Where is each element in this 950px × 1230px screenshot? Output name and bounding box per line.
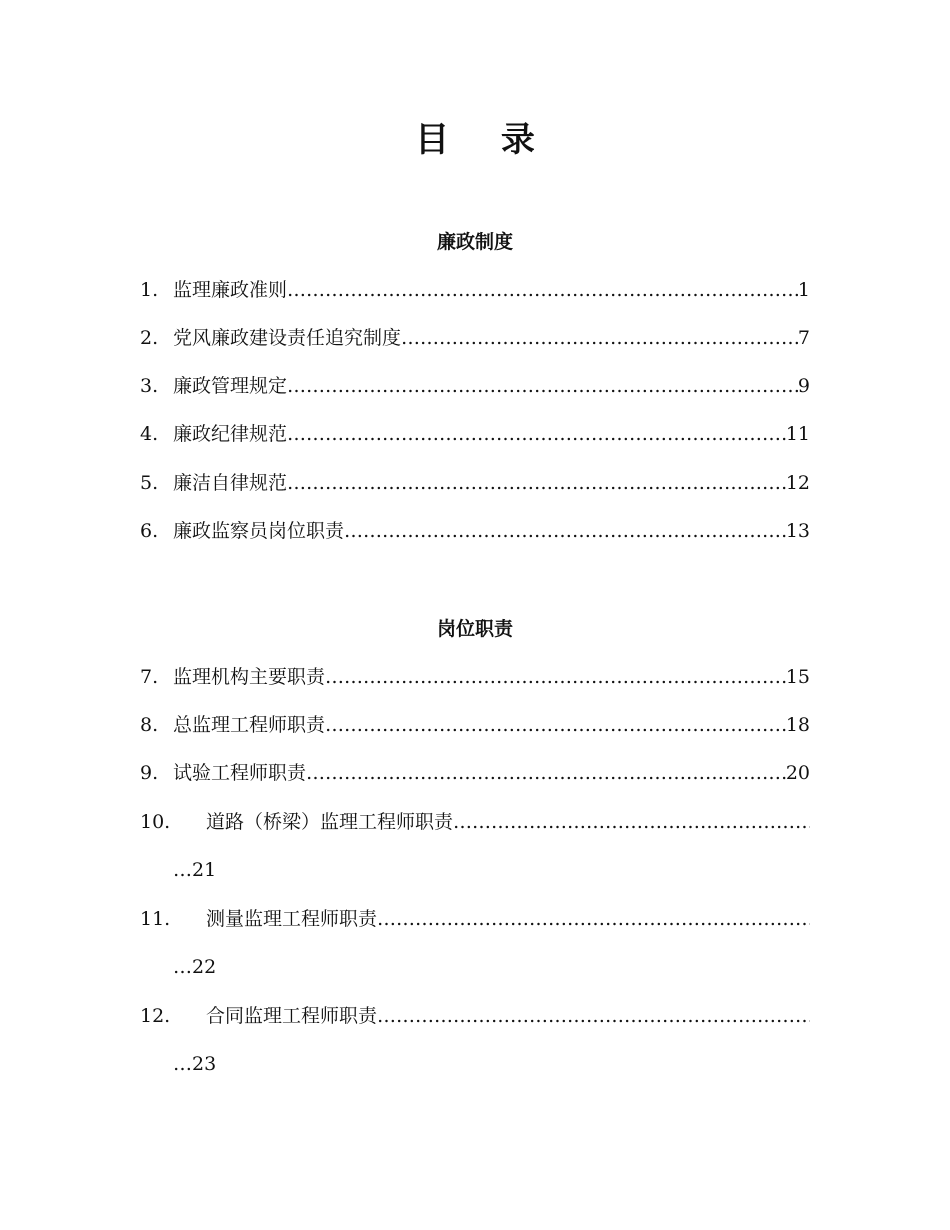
toc-entry-page: 18 — [785, 714, 810, 736]
toc-entry[interactable] — [140, 759, 810, 787]
toc-entry-page: 9 — [797, 375, 810, 397]
toc-entry-title: 监理机构主要职责 — [173, 666, 326, 688]
toc-entry-number: 4. — [140, 423, 159, 445]
toc-entry-title: 廉政管理规定 — [173, 375, 288, 397]
toc-entry-continuation — [173, 856, 216, 884]
toc-entry-title: 试验工程师职责 — [173, 762, 307, 784]
toc-leader-dots — [287, 372, 798, 400]
toc-entry[interactable] — [140, 808, 810, 836]
toc-leader-dots — [306, 759, 786, 787]
toc-entry[interactable] — [140, 1002, 810, 1030]
toc-entry-number: 11. — [140, 908, 171, 930]
toc-entry-number: 9. — [140, 762, 159, 784]
toc-leader-dots — [344, 517, 786, 545]
toc-leader-dots — [287, 469, 786, 497]
section-heading-duties: 岗位职责 — [436, 618, 513, 640]
toc-entry[interactable] — [140, 420, 810, 448]
toc-entry-page: 23 — [192, 1053, 217, 1075]
toc-entry-title: 测量监理工程师职责 — [206, 908, 378, 930]
toc-leader-dots — [401, 324, 798, 352]
toc-entry-page: 11 — [785, 423, 810, 445]
toc-leader-dots — [325, 711, 786, 739]
section-heading-integrity: 廉政制度 — [436, 231, 513, 253]
toc-entry-number: 12. — [140, 1005, 171, 1027]
toc-entry-title: 道路（桥梁）监理工程师职责 — [206, 811, 454, 833]
toc-entry[interactable] — [140, 663, 810, 691]
toc-entry[interactable] — [140, 469, 810, 497]
toc-entry-title: 总监理工程师职责 — [173, 714, 326, 736]
toc-entry-title: 合同监理工程师职责 — [206, 1005, 378, 1027]
toc-leader-dots — [453, 808, 810, 836]
toc-entry-title: 廉政纪律规范 — [173, 423, 288, 445]
toc-entry[interactable] — [140, 372, 810, 400]
toc-entry-page: 1 — [797, 279, 810, 301]
toc-entry-number: 3. — [140, 375, 159, 397]
toc-entry-number: 5. — [140, 472, 159, 494]
toc-entry-number: 2. — [140, 327, 159, 349]
toc-entry[interactable] — [140, 905, 810, 933]
toc-entry-continuation — [173, 953, 216, 981]
toc-entry-page: 21 — [192, 859, 217, 881]
toc-leader-dots — [325, 663, 786, 691]
toc-entry[interactable] — [140, 276, 810, 304]
toc-entry-title: 廉政监察员岗位职责 — [173, 520, 345, 542]
toc-leader-dots: … — [173, 1053, 192, 1075]
toc-entry-number: 8. — [140, 714, 159, 736]
toc-entry-number: 6. — [140, 520, 159, 542]
toc-entry[interactable] — [140, 324, 810, 352]
toc-leader-dots: … — [173, 859, 192, 881]
toc-leader-dots — [377, 1002, 810, 1030]
toc-entry-number: 7. — [140, 666, 159, 688]
toc-entry-page: 20 — [785, 762, 810, 784]
toc-leader-dots: … — [173, 956, 192, 978]
toc-entry[interactable] — [140, 517, 810, 545]
toc-entry-page: 7 — [797, 327, 810, 349]
toc-entry-page: 22 — [192, 956, 217, 978]
toc-entry-number: 10. — [140, 811, 171, 833]
toc-entry-page: 15 — [785, 666, 810, 688]
page-title: 目 录 — [415, 120, 555, 160]
toc-entry-page: 12 — [785, 472, 810, 494]
toc-entry-continuation — [173, 1050, 216, 1078]
toc-entry-number: 1. — [140, 279, 159, 301]
toc-entry-page: 13 — [785, 520, 810, 542]
toc-entry[interactable] — [140, 711, 810, 739]
toc-leader-dots — [287, 420, 786, 448]
toc-entry-title: 监理廉政准则 — [173, 279, 288, 301]
toc-entry-title: 廉洁自律规范 — [173, 472, 288, 494]
toc-leader-dots — [377, 905, 810, 933]
toc-entry-title: 党风廉政建设责任追究制度 — [173, 327, 402, 349]
toc-leader-dots — [287, 276, 798, 304]
